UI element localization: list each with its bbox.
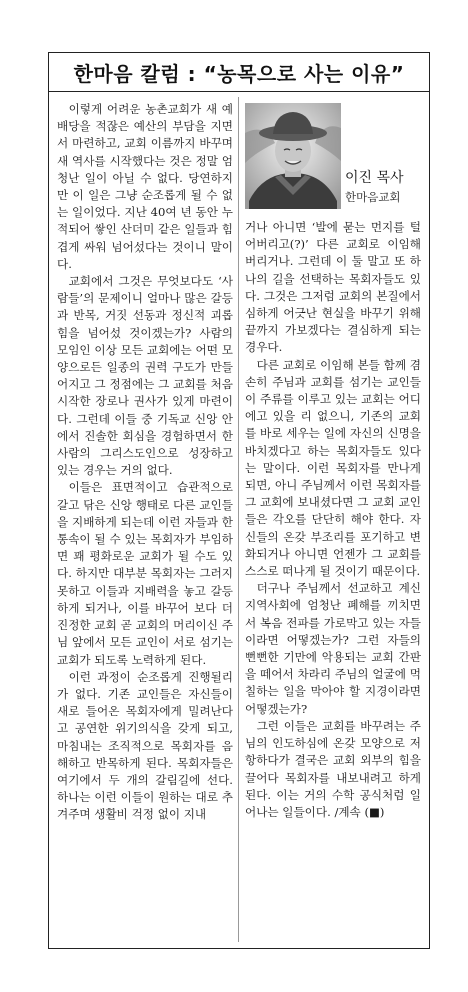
column-frame <box>48 52 430 949</box>
column-divider <box>238 97 239 942</box>
author-photo <box>245 103 341 209</box>
author-name: 이진 목사 <box>345 170 404 186</box>
body-paragraph: 교회에서 그것은 무엇보다도 ‘사람들’의 문제이니 얼마나 많은 갈등과 반목, 거짓 선동과 정신적 괴롭힘을 넘어섰 것이겠는가? 사람의 모임인 이상 모든 교회에는 어떤 모양으로든 일종의 권력 구도가 만들어지고 그 정점에는 그 교회를 처음 시작한 장로나 권사가 있게 마련이다. 그런데 이들 중 기독교 신앙 안에서 진솔한 회심을 경험하면서 한 사람의 그리스도인으로 성장하고 있는 경우는 거의 없다. <box>57 274 233 478</box>
left-text-column <box>57 101 233 824</box>
body-paragraph: 거나 아니면 ‘발에 묻는 먼지를 털어버리고(?)’ 다른 교회로 이임해 버리거나. 그런데 이 둘 말고 또 하나의 길을 선택하는 목회자들도 있다. 그것은 그저럼 교회의 본질에서 심하게 어긋난 현실을 바꾸기 위해 끝까지 가보겠다는 결심하게 되는 경우다. <box>245 220 421 355</box>
body-paragraph: 이렇게 어려운 농촌교회가 새 예배당을 적잖은 예산의 부담을 지면서 마련하고, 교회 이름까지 바꾸며 새 역사를 시작했다는 것은 정말 엄청난 일이 아닐 수 없다. 당연하지만 이 일은 그냥 순조롭게 될 수 없는 일이었다. 지난 40여 년 동안 누적되어 쌓인 산더미 같은 일들과 힘겹게 싸워 넘어섰다는 것이니 말이다. <box>57 102 233 271</box>
title-bar <box>49 53 429 92</box>
author-church: 한마음교회 <box>345 190 401 204</box>
right-text-column <box>245 219 421 821</box>
column-title: 한마음 칼럼 : “농목으로 사는 이유” <box>73 61 405 86</box>
body-paragraph: 이런 과정이 순조롭게 진행될리가 없다. 기존 교인들은 자신들이 새로 들어온 목회자에게 밀려난다고 공연한 위기의식을 갖게 되고, 마침내는 조직적으로 목회자를 음해하고 반목하게 된다. 목회자들은 여기에서 두 개의 갈림길에 선다. 하나는 이런 이들이 원하는 대로 추겨주며 생활비 걱정 없이 지내 <box>57 669 233 822</box>
body-paragraph: 더구나 주님께서 선교하고 계신 지역사회에 엄청난 폐해를 끼치면서 복음 전파를 가로막고 있는 자들이라면 어떻겠는가? 그런 자들의 뻔뻔한 기만에 악용되는 교회 간판을 떼어서 차라리 주님의 얼굴에 먹칠하는 일을 막아야 할 지경이라면 어떻겠는가? <box>245 581 421 716</box>
author-box <box>245 97 423 215</box>
body-paragraph: 다른 교회로 이임해 본들 함께 겸손히 주님과 교회를 섬기는 교인들이 주류를 이루고 있는 교회는 어디에고 있을 리 없으니, 기존의 교회를 바로 세우는 일에 자신의 신명을 바치겠다고 하는 목회자들도 있다는 말이다. 이런 목회자를 만나게 되면, 아니 주님께서 이런 목회자를 그 교회에 보내셨다면 그 교회 교인들은 각오를 단단히 해야 한다. 자신들의 온갖 부조리를 포기하고 변화되거나 아니면 언젠가 그 교회를 스스로 떠나게 될 것이기 때문이다. <box>245 357 421 579</box>
body-paragraph: 그런 이들은 교회를 바꾸려는 주님의 인도하심에 온갖 모양으로 저항하다가 결국은 교회 외부의 힘을 끌어다 목회자를 내보내려고 하게 된다. 이는 거의 수학 공식처럼 일어나는 일들이다. /계속 (■) <box>245 718 421 819</box>
body-paragraph: 이들은 표면적이고 습관적으로 갈고 닦은 신앙 행태로 다른 교인들을 지배하게 되는데 이런 자들과 한통속이 될 수 있는 목회자가 부임하면 꽤 평화로운 교회가 될 수도 있다. 하지만 대부분 목회자는 그러지 못하고 이들과 지배력을 놓고 갈등하게 되거나, 이를 바꾸어 보다 더 진정한 교회 곧 교회의 머리이신 주님 앞에서 모든 교인이 서로 섬기는 교회가 되도록 노력하게 된다. <box>57 480 233 667</box>
